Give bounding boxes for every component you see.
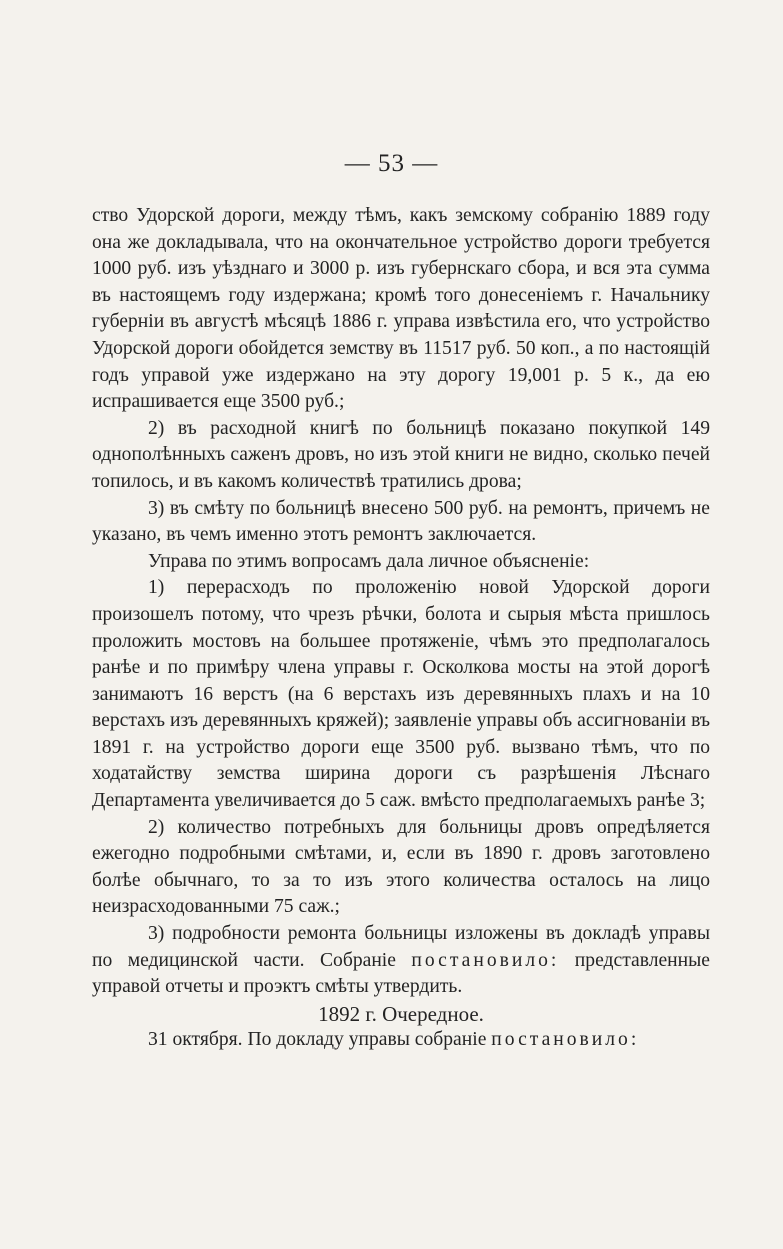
paragraph-5: 1) перерасходъ по проложенію новой Удорской дороги произошелъ потому, что чрезъ рѣчки, болота и сырыя мѣста пришлось проложить мостовъ на большее протяженіе, чѣмъ это предполагалось ранѣе и по примѣру члена управы г. Осколкова мосты на этой дорогѣ занимаютъ 16 верстъ (на 6 верстахъ изъ деревянныхъ плахъ и на 10 верстахъ изъ деревянныхъ кряжей); заявленіе управы объ ассигнованіи въ 1891 г. на устройство дороги еще 3500 руб. вызвано тѣмъ, что по ходатайству земства ширина дороги съ разрѣшенія Лѣснаго Департамента увеличивается до 5 саж. вмѣсто предполагаемыхъ ранѣе 3; (92, 577, 710, 812)
page-number: — 53 — (344, 150, 439, 177)
resolution-word-last: постановило: (491, 1029, 640, 1051)
section-heading: 1892 г. Очередное. (318, 1001, 484, 1026)
paragraph-last-start: 31 октября. По докладу управы собраніе (148, 1029, 492, 1051)
paragraph-4: Управа по этимъ вопросамъ дала личное объясненіе: (148, 550, 590, 572)
paragraph-7-start: 3) подробности ремонта больницы изложены въ докладѣ управы по медицинской части. Собраніе (92, 923, 710, 971)
paragraph-1: ство Удорской дороги, между тѣмъ, какъ земскому собранію 1889 году она же докладывала, что на окончательное устройство дороги требуется 1000 руб. изъ уѣзднаго и 3000 р. изъ губернскаго сбора, и вся эта сумма въ настоящемъ году издержана; кромѣ того донесеніемъ г. Начальнику губерніи въ августѣ мѣсяцѣ 1886 г. управа извѣстила его, что устройство Удорской дороги обойдется земству въ 11517 руб. 50 коп., а по настоящій годъ управой уже издержано на эту дорогу 19,001 р. 5 к., да ею испрашивается еще 3500 руб.; (92, 205, 710, 413)
paragraph-7 (92, 921, 710, 1001)
body-text (92, 203, 710, 1054)
paragraph-3: 3) въ смѣту по больницѣ внесено 500 руб. на ремонтъ, причемъ не указано, въ чемъ именно этотъ ремонтъ заключается. (92, 497, 710, 546)
paragraph-2: 2) въ расходной книгѣ по больницѣ показано покупкой 149 однополѣнныхъ саженъ дровъ, но изъ этой книги не видно, сколько печей топилось, и въ какомъ количествѣ тратились дрова; (92, 417, 710, 492)
paragraph-6: 2) количество потребныхъ для больницы дровъ опредѣляется ежегодно подробными смѣтами, и, если въ 1890 г. дровъ заготовлено болѣе обычнаго, то за то изъ этого количества осталось на лицо неизрасходованными 75 саж.; (92, 816, 710, 918)
paragraph-7-end: представленные управой отчеты и проэктъ смѣты утвердить. (92, 949, 710, 998)
paragraph-last (92, 1027, 710, 1054)
resolution-word: постановило: (411, 949, 560, 971)
